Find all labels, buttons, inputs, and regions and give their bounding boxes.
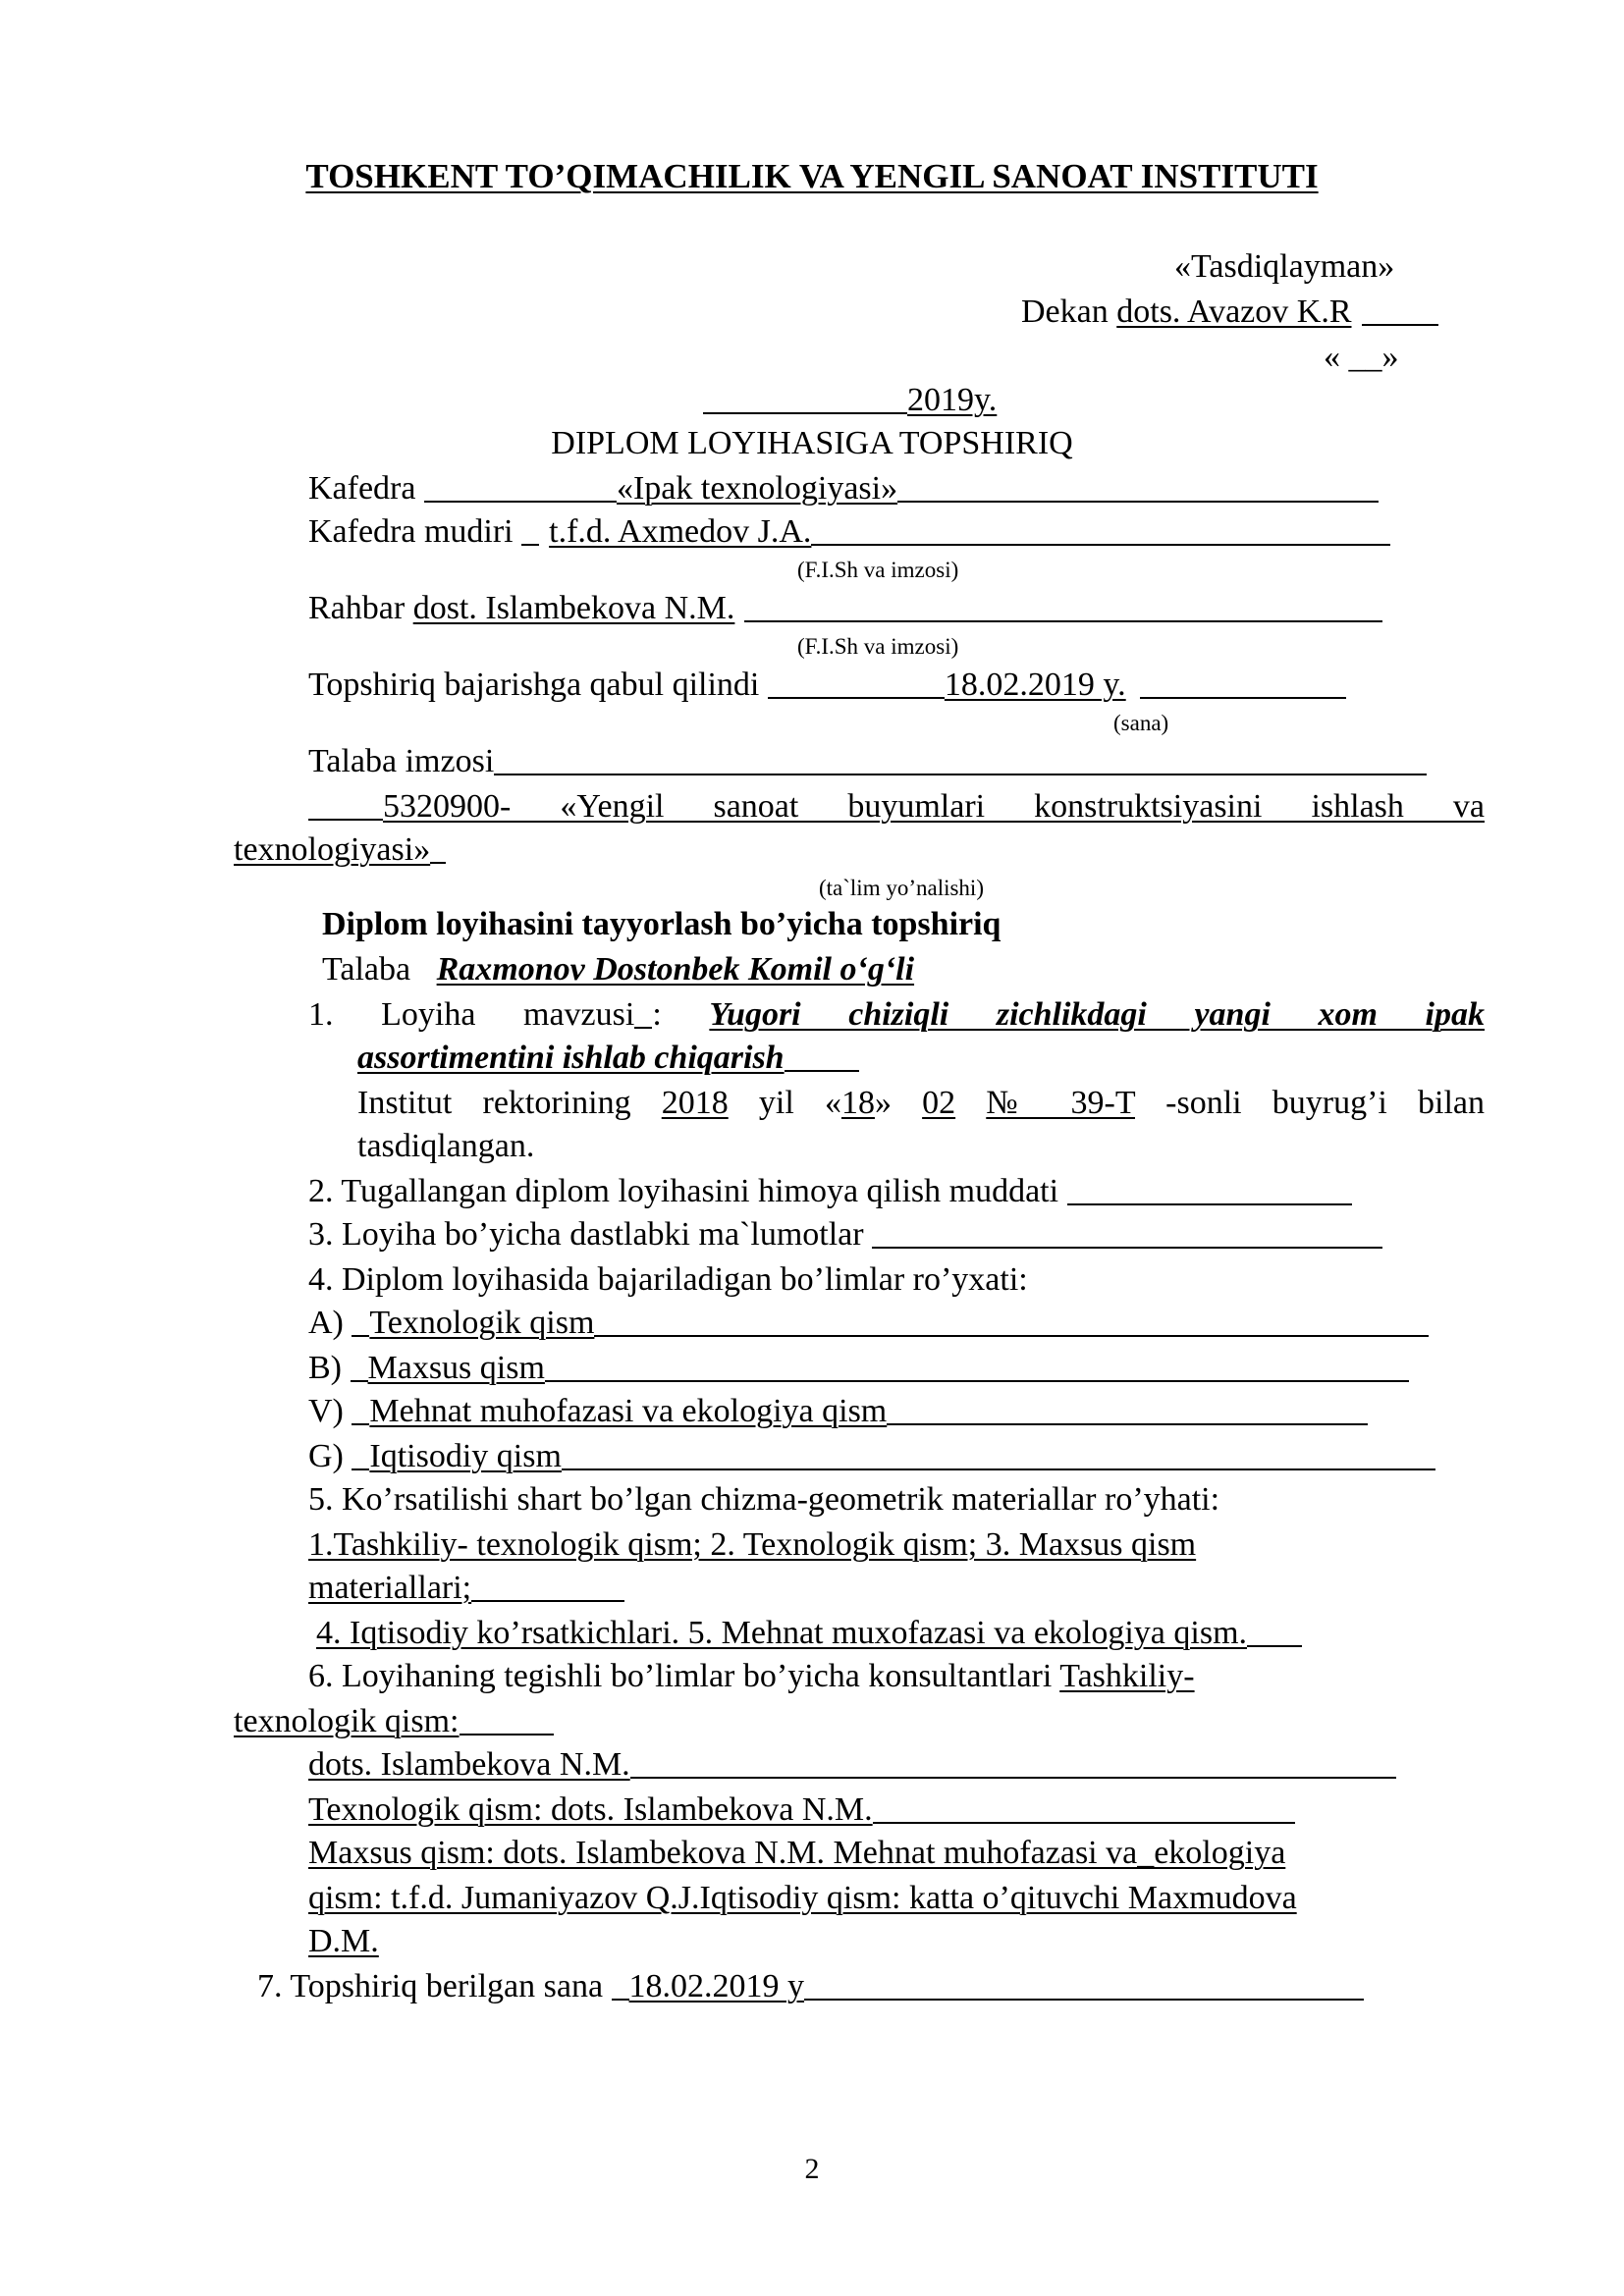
section-name: Iqtisodiy qism — [369, 1438, 562, 1474]
section-a — [308, 1304, 1429, 1343]
blank-line — [430, 861, 446, 864]
section-letter: A) — [308, 1305, 352, 1341]
blank-line — [887, 1422, 1368, 1425]
topshiriq-qabul-line — [308, 666, 1346, 705]
rahbar-line — [308, 589, 1382, 628]
talaba-imzosi-line — [308, 742, 1427, 781]
talaba-value: Raxmonov Dostonbek Komil o‘g‘li — [436, 951, 915, 988]
item6-c1-text: dots. Islambekova N.M. — [308, 1746, 630, 1783]
item6-line-1 — [308, 1657, 1195, 1696]
signature-line — [1362, 323, 1438, 326]
signature-line — [494, 773, 1427, 775]
blank-line — [424, 500, 617, 503]
kafedra-mudiri-value: t.f.d. Axmedov J.A. — [549, 513, 812, 550]
signature-line — [744, 619, 1382, 622]
item6-label: 6. Loyihaning tegishli bo’limlar bo’yicha konsultantlari — [308, 1658, 1060, 1694]
blank-line — [630, 1776, 1396, 1779]
yonalish-line-2 — [234, 830, 446, 870]
caption-fish-1: (F.I.Sh va imzosi) — [797, 558, 959, 582]
blank-line — [785, 1069, 859, 1072]
section-v — [308, 1392, 1368, 1431]
blank-line — [872, 1246, 1382, 1249]
blank-line — [594, 1334, 1429, 1337]
blank-line — [811, 543, 1390, 546]
item6-c2 — [308, 1790, 1295, 1830]
talaba-label: Talaba — [322, 951, 419, 988]
document-title: DIPLOM LOYIHASIGA TOPSHIRIQ — [551, 425, 1073, 461]
section-name: Maxsus qism — [367, 1350, 545, 1386]
topshiriq-qabul-value: 18.02.2019 y. — [944, 667, 1126, 703]
section-b — [308, 1349, 1409, 1388]
section-letter: G) — [308, 1438, 352, 1474]
year-value: 2019y. — [907, 382, 998, 418]
blank-line — [873, 1821, 1295, 1824]
page-number: 2 — [804, 2153, 820, 2185]
section-letter: B) — [308, 1350, 351, 1386]
kafedra-mudiri-label: Kafedra mudiri — [308, 513, 522, 550]
blank-line — [352, 1468, 369, 1470]
item1-line-4: tasdiqlangan. — [357, 1128, 535, 1164]
order-prefix: Institut rektorining — [357, 1085, 631, 1121]
item6-c3: Maxsus qism: dots. Islambekova N.M. Mehnat muhofazasi va_ekologiya — [308, 1835, 1286, 1871]
dekan-name: dots. Avazov K.R — [1116, 294, 1352, 330]
order-month: 02 — [922, 1085, 956, 1121]
blank-line — [1140, 696, 1346, 699]
blank-line — [351, 1379, 368, 1382]
kafedra-mudiri-line — [308, 512, 1390, 552]
item5-line-1: 1.Tashkiliy- texnologik qism; 2. Texnologik qism; 3. Maxsus qism — [308, 1526, 1197, 1563]
blank-line — [352, 1422, 369, 1425]
section-letter: V) — [308, 1393, 352, 1429]
dekan-label: Dekan — [1021, 294, 1117, 330]
item1-topic-1: Yugori chiziqli zichlikdagi yangi xom ipak — [709, 996, 1486, 1033]
rahbar-label: Rahbar — [308, 590, 413, 626]
item6-c1 — [308, 1745, 1396, 1785]
blank-line — [562, 1468, 1435, 1470]
order-no: № 39-T — [986, 1085, 1135, 1121]
yonalish-text-1: 5320900- «Yengil sanoat buyumlari konstruktsiyasini ishlash va — [383, 788, 1485, 825]
item2-label: 2. Tugallangan diplom loyihasini himoya qilish muddati — [308, 1173, 1067, 1209]
caption-sana: (sana) — [1113, 711, 1169, 735]
blank-line — [352, 1334, 369, 1337]
item6-c5: D.M. — [308, 1923, 379, 1959]
caption-fish-2: (F.I.Sh va imzosi) — [797, 634, 959, 659]
blank-line — [1247, 1644, 1302, 1647]
kafedra-label: Kafedra — [308, 470, 424, 507]
talaba-line — [322, 950, 914, 989]
blank-line — [634, 1026, 652, 1029]
item1-line-2 — [357, 1039, 859, 1078]
order-day-wrap: «18» — [824, 1085, 892, 1121]
blank-line — [308, 818, 383, 821]
item3-line — [308, 1215, 1382, 1255]
blank-line — [471, 1599, 624, 1602]
section-name: Mehnat muhofazasi va ekologiya qism — [369, 1393, 888, 1429]
institute-title: TOSHKENT TO’QIMACHILIK VA YENGIL SANOAT INSTITUTI — [305, 157, 1319, 195]
item5-label: 5. Ko’rsatilishi shart bo’lgan chizma-geometrik materiallar ro’yhati: — [308, 1481, 1220, 1518]
blank-line — [460, 1733, 554, 1735]
item5-line-2 — [308, 1569, 624, 1608]
item1-line-3 — [357, 1084, 1485, 1123]
order-yil: yil — [758, 1085, 794, 1121]
item6-c2-text: Texnologik qism: dots. Islambekova N.M. — [308, 1791, 873, 1828]
subheading: Diplom loyihasini tayyorlash bo’yicha topshiriq — [322, 906, 1001, 942]
blank-line — [897, 500, 1379, 503]
approval-date-quotes: « __» — [1324, 339, 1399, 375]
item2-line — [308, 1172, 1352, 1211]
item1-line-1 — [308, 995, 1485, 1035]
blank-line — [768, 696, 945, 699]
kafedra-line — [308, 469, 1379, 508]
blank-line — [521, 543, 539, 546]
blank-line — [545, 1379, 1409, 1382]
item1-colon: : — [652, 996, 662, 1033]
blank-line — [612, 1998, 629, 2001]
item5-line-3 — [308, 1614, 1302, 1653]
item7-line — [257, 1967, 1364, 2006]
blank-line — [1067, 1202, 1352, 1205]
approval-dekan — [1021, 293, 1438, 332]
yonalish-line-1 — [308, 787, 1485, 827]
item6-c4: qism: t.f.d. Jumaniyazov Q.J.Iqtisodiy qism: katta o’qituvchi Maxmudova — [308, 1880, 1297, 1916]
item6-head-1: Tashkiliy- — [1059, 1658, 1195, 1694]
order-day: 18 — [840, 1085, 875, 1121]
item6-head-2: texnologik qism: — [234, 1703, 460, 1739]
yonalish-text-2: texnologiyasi» — [234, 831, 431, 868]
rahbar-value: dost. Islambekova N.M. — [412, 590, 735, 626]
item3-label: 3. Loyiha bo’yicha dastlabki ma`lumotlar — [308, 1216, 873, 1253]
item5-text-2: materiallari; — [308, 1570, 472, 1606]
section-name: Texnologik qism — [369, 1305, 595, 1341]
item7-label: 7. Topshiriq berilgan sana — [257, 1968, 612, 2004]
caption-talim: (ta`lim yo’nalishi) — [819, 876, 984, 900]
section-g — [308, 1437, 1435, 1476]
talaba-imzosi-label: Talaba imzosi — [308, 743, 495, 779]
item1-topic-2: assortimentini ishlab chiqarish — [357, 1040, 785, 1076]
kafedra-value: «Ipak texnologiyasi» — [616, 470, 898, 507]
item4-line: 4. Diplom loyihasida bajariladigan bo’limlar ro’yxati: — [308, 1261, 1028, 1298]
order-suffix: -sonli buyrug’i bilan — [1165, 1085, 1485, 1121]
blank-line — [804, 1998, 1364, 2001]
date-blank-line — [703, 411, 907, 414]
approval-tasdiq: «Tasdiqlayman» — [1174, 248, 1395, 285]
item7-value: 18.02.2019 y — [628, 1968, 805, 2004]
item6-line-2 — [234, 1702, 554, 1741]
topshiriq-qabul-label: Topshiriq bajarishga qabul qilindi — [308, 667, 768, 703]
item1-label: 1. Loyiha mavzusi — [308, 996, 635, 1033]
order-year: 2018 — [661, 1085, 729, 1121]
approval-year — [703, 381, 997, 420]
item5-text-3: 4. Iqtisodiy ko’rsatkichlari. 5. Mehnat muxofazasi va ekologiya qism. — [316, 1615, 1248, 1651]
